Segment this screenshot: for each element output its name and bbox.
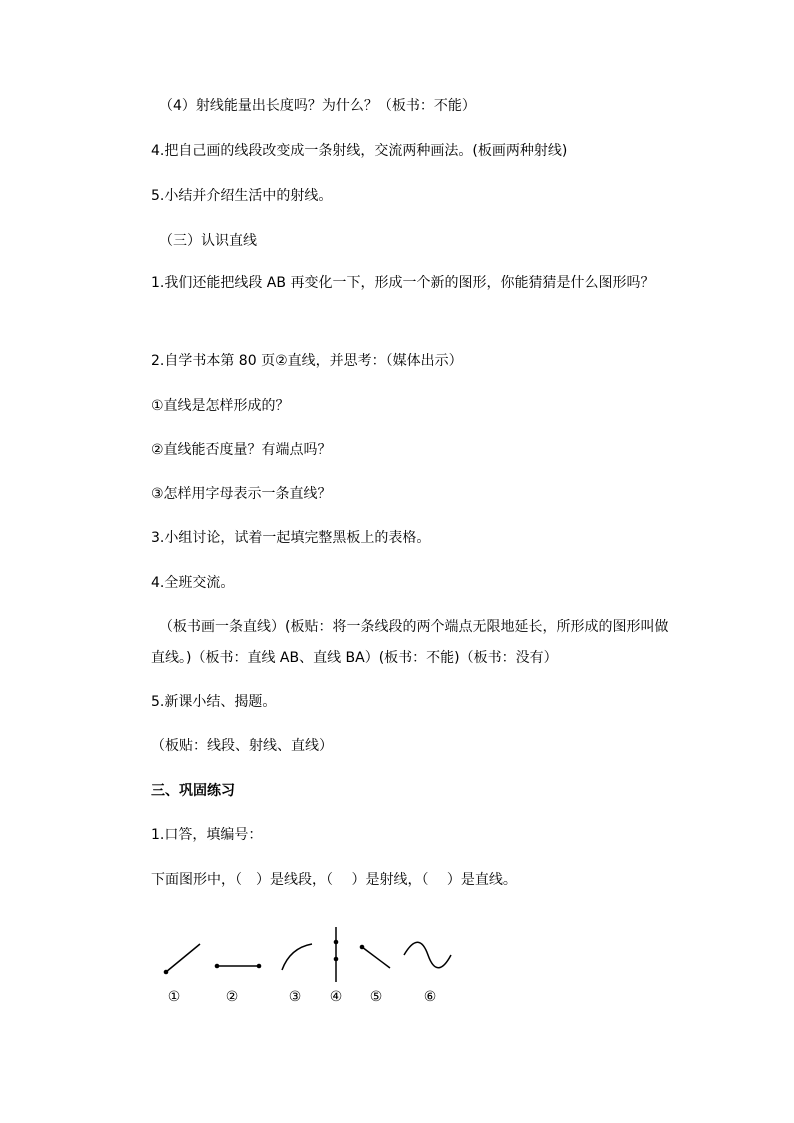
paragraph-change-segment: 4.把自己画的线段改变成一条射线，交流两种画法。(板画两种射线) [151, 143, 568, 159]
figure-label-1: ① [167, 989, 181, 1005]
figure-2-endpoint-right [257, 964, 262, 969]
question-3: ③怎样用字母表示一条直线？ [151, 486, 332, 502]
paragraph-ray-summary: 5.小结并介绍生活中的射线。 [151, 188, 333, 204]
figure-label-5: ⑤ [369, 989, 383, 1005]
figure-label-3: ③ [288, 989, 302, 1005]
figure-2-endpoint-left [215, 964, 220, 969]
figure-5-endpoint [360, 945, 365, 950]
figure-1-ray [166, 944, 200, 972]
figure-3-curve [282, 944, 312, 970]
section-heading-practice: 三、巩固练习 [151, 783, 235, 799]
figure-4-point-lower [334, 957, 339, 962]
figure-1-endpoint [164, 970, 169, 975]
figure-label-4: ④ [329, 989, 343, 1005]
paragraph-self-study: 2.自学书本第 80 页②直线，并思考：（媒体出示） [151, 353, 463, 369]
figure-4-point-upper [334, 940, 339, 945]
paragraph-class-exchange: 4.全班交流。 [151, 575, 235, 591]
figure-label-6: ⑥ [423, 989, 437, 1005]
paragraph-oral-answer: 1.口答，填编号： [151, 827, 263, 843]
paragraph-group-discussion: 3.小组讨论，试着一起填完整黑板上的表格。 [151, 530, 431, 546]
figure-6-wave [404, 942, 451, 968]
paragraph-lesson-summary: 5.新课小结、揭题。 [151, 694, 277, 710]
question-1: ①直线是怎样形成的？ [151, 398, 290, 414]
paragraph-fill-blanks: 下面图形中，（ ）是线段，（ ）是射线，（ ）是直线。 [151, 872, 517, 888]
question-2: ②直线能否度量？有端点吗？ [151, 442, 332, 458]
paragraph-board-line: （板书画一条直线）(板贴：将一条线段的两个端点无限地延长，所形成的图形叫做直线。)（板书：直线 AB、直线 BA）(板书：不能)（板书：没有） [151, 619, 669, 666]
paragraph-board-terms: （板贴：线段、射线、直线） [151, 738, 333, 754]
section-heading-line: （三）认识直线 [159, 233, 257, 249]
figure-5-ray [362, 947, 390, 968]
figure-label-2: ② [225, 989, 239, 1005]
paragraph-ray-measure: （4）射线能量出长度吗？为什么？（板书：不能） [159, 98, 476, 114]
paragraph-guess-shape: 1.我们还能把线段 AB 再变化一下，形成一个新的图形，你能猜猜是什么图形吗？ [151, 275, 655, 291]
